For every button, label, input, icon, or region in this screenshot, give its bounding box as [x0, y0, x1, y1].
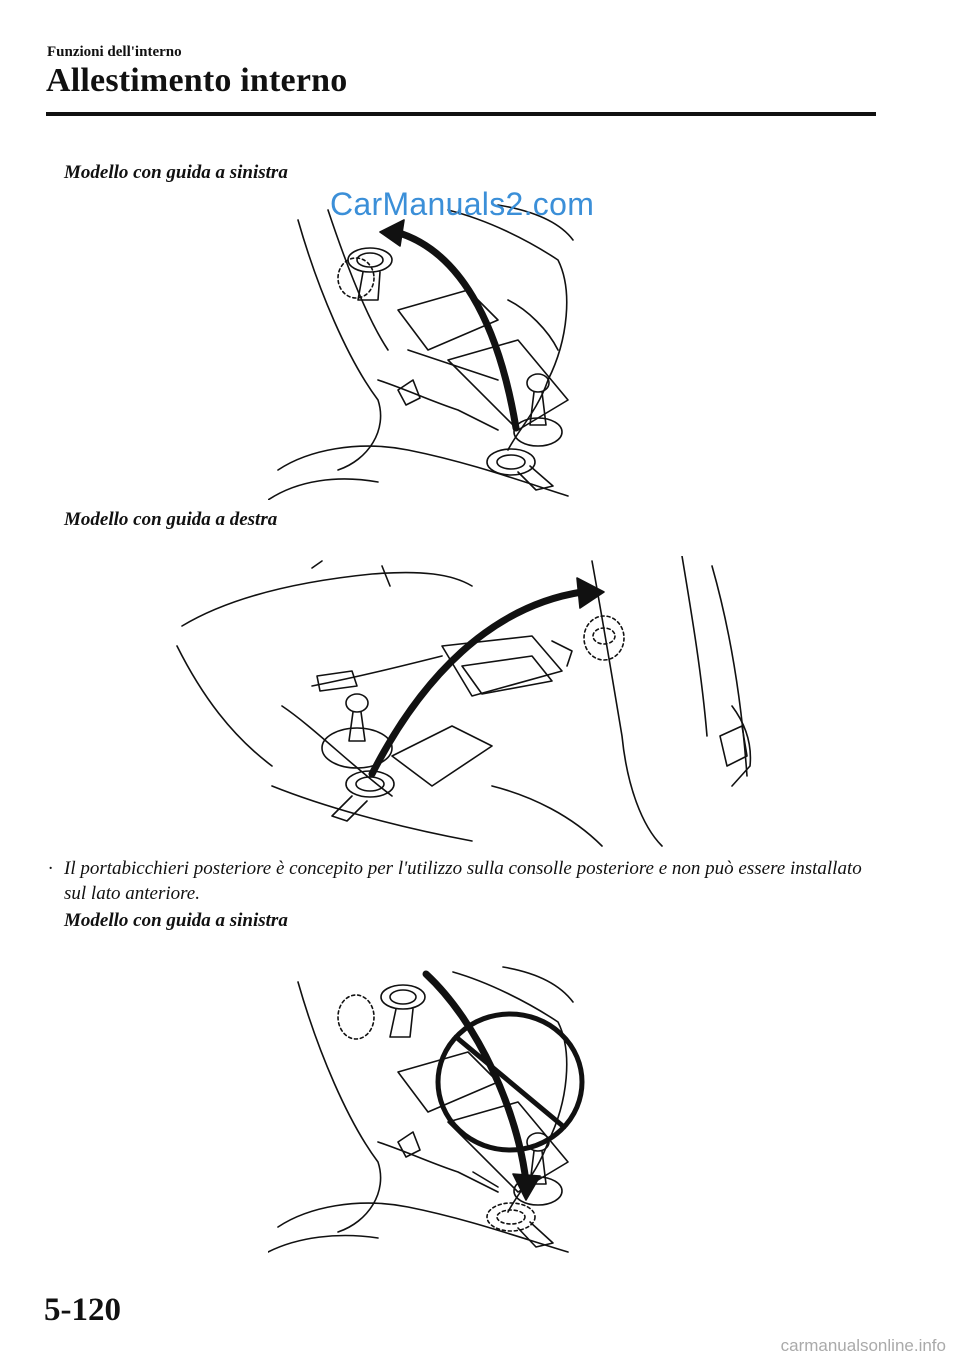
section-label: Funzioni dell'interno	[47, 44, 182, 60]
caption-right-hand-drive: Modello con guida a destra	[64, 509, 278, 530]
illustration-prohibited-front-install	[268, 962, 588, 1254]
bullet-marker: ·	[48, 858, 53, 879]
title-rule	[46, 112, 876, 116]
watermark-text: CarManuals2.com	[330, 186, 595, 222]
caption-left-hand-drive-1: Modello con guida a sinistra	[64, 162, 288, 183]
footer-site: carmanualsonline.info	[780, 1336, 946, 1355]
bullet-note-text: Il portabicchieri posteriore è concepito per l'utilizzo sulla consolle posteriore e non può essere installato sul lato anteriore.	[64, 858, 862, 904]
illustration-rhd-cupholder-move	[172, 556, 772, 848]
caption-left-hand-drive-2: Modello con guida a sinistra	[64, 910, 288, 931]
illustration-lhd-cupholder-move	[268, 200, 588, 500]
page-title: Allestimento interno	[46, 62, 348, 99]
page-number: 5-120	[44, 1292, 121, 1328]
bullet-note	[48, 856, 878, 906]
